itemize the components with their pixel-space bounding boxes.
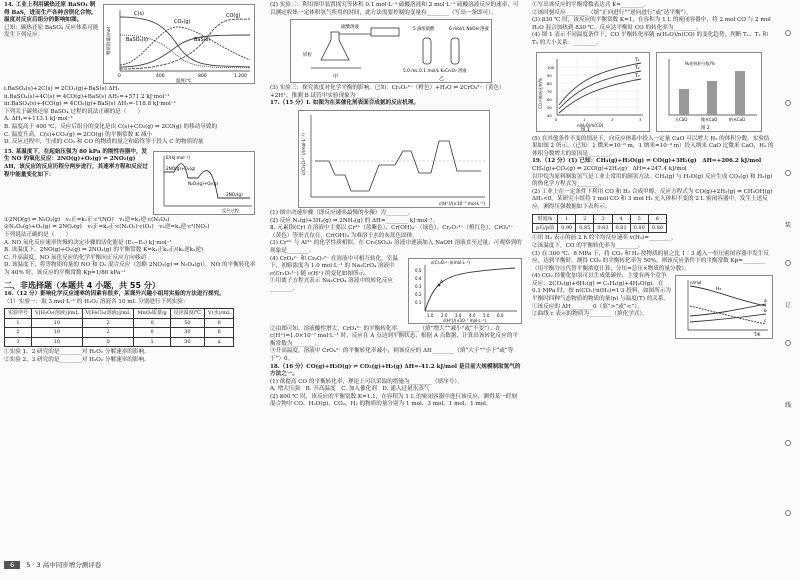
page-footer — [4, 560, 101, 569]
x-axis-label: 反应过程 — [222, 207, 239, 213]
level-3: 2NO₂(g) — [226, 191, 243, 197]
conc-curve — [425, 268, 515, 311]
column-left — [4, 2, 260, 364]
binding-hole-icon — [785, 510, 791, 516]
label-c: c — [764, 319, 767, 325]
table-row — [5, 337, 234, 346]
tick: 1.0 — [427, 312, 434, 318]
binding-label: 订 — [785, 302, 792, 309]
q16-part-1: （1）实验一：取 3 mol·L⁻¹ 的 H₂O₂ 溶液各 10 mL 分别进行下列实验： — [4, 298, 189, 305]
binding-label: 线 — [785, 402, 792, 409]
label-acid: 硫酸溶液 — [341, 25, 359, 31]
q15-option-a: A. NO 氧化反应速率快慢的决定步骤的活化能是 (E₅−E₃) kJ·mol⁻¹ — [4, 239, 172, 246]
binding-hole-icon — [785, 100, 791, 106]
series-title: 5 · 3 高中同步增分测评卷 — [26, 561, 102, 569]
binding-label: 装 — [785, 222, 792, 229]
q19-2: (2) 工业上在一定条件下利用 CO 和 H₂ 合成甲醇，反应方程式为 CO(g)+2H₂(g) ⇌ CH₃OH(g) ΔH₁<0。某研究小组将 1 mol CO 和 3 mol H₂ 充入体积不变的 2 L 密闭容器中，发生上述反应，测得压强数据如下表所示。 — [532, 188, 773, 210]
q15-option-c: C. 升高温度，NO 氧化反应的化学平衡向正反应方向移动 — [4, 254, 146, 261]
label-zinc: 锌粒 — [303, 53, 312, 59]
q17-conc-chart — [408, 258, 522, 324]
q15-option-d: D. 该温度下，将等物质的量的 NO 和 O₂ 混合反应（忽略 2NO₂(g) ⇌ N₂O₄(g)），NO 的平衡转化率为 40% 时，该反应的平衡常数 Kp=1/80 kPa⁻¹ — [4, 262, 256, 276]
label-yi: 乙 — [439, 76, 445, 83]
table-cell: 10 — [32, 318, 83, 327]
tick: 5.0 — [483, 312, 490, 318]
q18-5: (3) 830 ℃ 时，该反应的平衡常数 K=1，在容积为 1 L 的密闭容器中，将 2 mol CO 与 2 mol H₂O 混合加热到 830 ℃。反应达平衡时 CO 的转化率为________。 — [532, 17, 771, 31]
table-header: V[FeCl₃(溶液)]/mL — [82, 309, 134, 318]
q14-title: 14. 工业上利用碳热还原 BaSO₄ 制得 BaS，进而生产各种含钡化合物。温度对反应后组分的影响如图。 — [4, 2, 97, 24]
label-naoh: 6 mol/L NaOH 溶液 — [449, 27, 489, 33]
q16-title: 16.（12 分）影响化学反应速率的因素有很多，某课外兴趣小组用实验的方法进行探究。 — [4, 291, 225, 298]
q18-3: ①写出该反应的平衡常数表达式 K=________。 — [532, 2, 649, 8]
q18-4: ②该时刻反应________（填“正向进行”“逆向进行”或“达平衡”）。 — [532, 9, 692, 16]
table-cell: 0.85 — [576, 223, 594, 232]
table-row-label: p后/p前 — [533, 223, 558, 232]
table-header: 6 — [648, 214, 666, 223]
page-number: 6 — [4, 561, 20, 569]
tick: 80 — [547, 80, 552, 86]
table-cell: 0 — [134, 318, 170, 327]
y-axis-label: c(Cr₂O₇²⁻)/(mol·L⁻¹) — [431, 259, 470, 265]
label-jia: 甲 — [333, 74, 339, 81]
bar-no-cao — [679, 89, 689, 115]
table-header: 反应温度/℃ — [170, 309, 204, 318]
table-header: MnO₂质量/g — [134, 309, 170, 318]
q19-7: ①该反应的 ΔH________0（填“>”或“<”）。 — [532, 303, 643, 310]
curve-t1 — [559, 63, 641, 105]
table-header: 2 — [576, 214, 594, 223]
table-row — [533, 223, 667, 232]
x-axis-label: c(H⁺)/(×10⁻⁷ mol·L⁻¹) — [439, 201, 486, 207]
figure-1 — [536, 52, 650, 132]
curve-co2 — [120, 27, 250, 65]
tick: 0.1 — [415, 299, 422, 305]
table-cell: a — [205, 337, 234, 346]
label-co2: CO₂(g) — [174, 19, 191, 25]
category-label: 无CaO — [675, 116, 688, 122]
table-cell: 8 — [205, 328, 234, 337]
table-header: 实验序号 — [5, 309, 32, 318]
bar-nano-cao — [735, 71, 745, 115]
q15-chart — [153, 151, 255, 215]
table-header: 时间/h — [533, 214, 558, 223]
bar-micro-cao — [707, 81, 717, 115]
q15-step-1: ①2NO(g) ⇌ N₂O₂(g) v₁正=k₁正·c²(NO) v₁逆=k₁逆·c(N₂O₂) — [4, 216, 170, 223]
tick: 3 — [639, 116, 642, 122]
q14-option-b: B. 温度高于 400 ℃，反应后组分的变化是由 C(s)+CO₂(g) ⇌ 2CO(g) 的移动导致的 — [4, 123, 218, 130]
y-axis-label: c(Cr₂O₇²⁻)/(mol·L⁻¹) — [302, 133, 307, 175]
tick: 800 — [198, 74, 207, 79]
syringe-icon — [371, 28, 399, 36]
tick: 40 — [547, 112, 552, 118]
q16-a: ①实验 1、2 研究的是________对 H₂O₂ 分解速率的影响。 — [4, 348, 150, 355]
q19-title: 19.（12 分）(1) 已知：CH₄(g)+H₂O(g) ⇌ CO(g)+3H₂(g) ΔH=+206.2 kJ/mol — [532, 158, 762, 165]
curve-t3 — [559, 79, 641, 113]
table-cell: 10 — [32, 337, 83, 346]
apparatus-figure — [290, 19, 492, 83]
figure-caption: 图 1 — [581, 127, 590, 131]
q17-2: (2) 反应 N₂(g)+3H₂(g) ⇌ 2NH₃(g) 的 ΔH=________ kJ·mol⁻¹。 — [270, 217, 439, 224]
tick: 1 200 — [234, 74, 247, 79]
table-cell: 1 — [5, 318, 32, 327]
q17-4: (3) Cr³⁺ 与 Al³⁺ 的化学性质相似，在 Cr₂(SO₄)₃ 溶液中逐滴加入 NaOH 溶液直至过量，可观察到的现象是________。 — [270, 240, 522, 254]
tick: 0.5 — [415, 267, 422, 273]
x-axis-label: 温度/℃ — [176, 79, 192, 83]
test-tube-b-icon — [451, 38, 459, 64]
q19-table — [532, 214, 667, 234]
label-co: CO(g) — [226, 13, 241, 19]
q16-table — [4, 308, 234, 347]
binding-hole-icon — [785, 30, 791, 36]
q19-1: 以甲烷为原料制取氢气是工业上常用的制氢方法。CH₄(g) 与 H₂O(g) 反应生成 CO₂(g) 和 H₂(g) 的热化学方程式为________。 — [532, 173, 773, 188]
label-b: b — [764, 309, 767, 315]
table-cell: 0.81 — [612, 223, 630, 232]
binding-margin — [774, 0, 800, 580]
table-cell: 0.80 — [630, 223, 648, 232]
q17-1: (1) 图中决速步骤（即反应速率最慢的步骤）为________。 — [270, 209, 414, 216]
tick: 4.0 — [469, 312, 476, 318]
q14-option-d: D. 反应过程中，生成的 CO₂ 和 CO 的物质的量之和始终等于投入 C 的物质的量 — [4, 139, 204, 146]
y-axis-label: E/(kJ·mol⁻¹) — [166, 154, 191, 160]
category-label: 纳米CaO — [729, 116, 746, 122]
q17-8: ③升高温度，溶液中 CrO₄²⁻ 的平衡转化率减小，则该反应的 ΔH________（填“大于”“小于”或“等于”）0。 — [270, 348, 514, 362]
level-1: 2NO(g)+O₂(g) — [166, 165, 196, 171]
q14-chart — [103, 4, 255, 84]
table-cell: 2 — [5, 328, 32, 337]
tick: 0.3 — [415, 283, 422, 289]
q15-option-b: B. 该温度下，2NO(g)+O₂(g) ⇌ 2NO₂(g) 的平衡常数 K=k₁正k₂正/(k₁逆k₂逆) — [4, 247, 204, 254]
q14-r1: ⅰ.BaSO₄(s)+2C(s) ⇌ 2CO₂(g)+BaS(s) ΔH₁ — [4, 86, 120, 92]
curve-co — [120, 19, 250, 69]
label-t3: T₃ — [635, 73, 640, 79]
q17-7: ②由图可知，溶液酸性增大，CrO₄²⁻ 的平衡转化率________（填“增大”“减小”或“不变”）。在 c(H⁺)=1.0×10⁻⁷ mol·L⁻¹ 时，反应在 A 点达到平衡状态，根据 A 点数据，计算出该转化反应的平衡常数为________。 — [270, 325, 519, 347]
label-conc-acid: 5 滴浓硫酸 — [413, 27, 435, 33]
q15-title: 15. 某温度下，在起始压强为 80 kPa 的刚性容器中，发生 NO 的氧化反应：2NO(g)+O₂(g) ⇌ 2NO₂(g) ΔH，该反应的反应历程分两步进行，其速率方程和反应过程中能量变化如下： — [4, 148, 148, 178]
q19-3: ①用 H₂ 表示的前 2 h 的平均反应速率 v(H₂)=________。 — [532, 235, 677, 242]
tick: 70 — [547, 88, 552, 94]
q14-ask: 下列关于碳热还原 BaSO₄ 过程的说法正确的是（ ） — [4, 108, 144, 115]
table-row — [5, 328, 234, 337]
q16-c: (2) 实验二：利用图甲装置探究等体积 0.1 mol·L⁻¹ 硫酸溶液和 2 mol·L⁻¹ 硫酸溶液反应的速率，可以测定收集一定体积氢气所用的时间，此方法需要控制的变量有________（写出一条即可）。 — [270, 2, 519, 16]
label-k2cr2o7: 5.0 mL 0.1 mol/L K₂Cr₂O₇ 溶液 — [403, 69, 467, 75]
tick: 2 — [611, 116, 614, 122]
table-cell: 30 — [170, 328, 204, 337]
category-label: 微米CaO — [701, 116, 718, 122]
curve-a — [690, 304, 766, 316]
table-cell: 0.80 — [648, 223, 666, 232]
q14-r3: ⅲ.BaSO₄(s)+4CO(g) ⇌ 4CO₂(g)+BaS(s) ΔH₃=-118.8 kJ·mol⁻¹ — [4, 101, 176, 108]
table-header: 4 — [612, 214, 630, 223]
q19-r2: CH₄(g)+CO₂(g) ⇌ 2CO(g)+2H₂(g) ΔH=+247.4 kJ/mol — [532, 165, 687, 172]
label-t2: T₂ — [635, 65, 640, 71]
q18-options: A. 增大压强 B. 升高温度 C. 加入催化剂 D. 通入过量水蒸气 — [270, 386, 430, 393]
table-cell: 2 — [82, 328, 134, 337]
tick: 0.4 — [415, 275, 422, 281]
table-cell: 50 — [170, 318, 204, 327]
q14-known: 已知：碳热还原 BaSO₄ 反应体系可能发生下列反应： — [4, 24, 99, 39]
q17-3: Ⅱ. 元素铬(Cr) 在溶液中主要以 Cr³⁺（蓝紫色）、Cr(OH)₄⁻（绿色）、Cr₂O₇²⁻（橙红色）、CrO₄²⁻（黄色）等形式存在，Cr(OH)₃ 为难溶于水的灰蓝色固体。 — [270, 225, 514, 239]
table-cell: 0 — [134, 328, 170, 337]
x-axis-label: c(H⁺)/(×10⁻⁷ mol·L⁻¹) — [443, 317, 487, 323]
q19-6: (4) CO₂ 经催化加氢可以生成低碳烃，主要有两个竞争反应：2CO₂(g)+6H₂(g) ⇌ C₂H₄(g)+4H₂O(g)。在 0.1 MPa 时，按 n(CO₂)∶n(H₂)=1∶3 投料，如图所示为平衡时四种气态物质的物质的量(n) 与温度(T) 的关系。 — [532, 273, 671, 303]
tick: 50 — [547, 104, 552, 110]
x-axis-label: n(H₂O)/n(CO) — [577, 122, 604, 128]
table-cell: 30 — [170, 337, 204, 346]
y-axis-label: CO平衡转化率/% — [538, 77, 543, 109]
tick: 60 — [547, 96, 552, 102]
q16-b: ②实验 2、3 研究的是________对 H₂O₂ 分解速率的影响。 — [4, 356, 150, 363]
table-cell: 0 — [82, 337, 134, 346]
table-header: 5 — [630, 214, 648, 223]
table-header: 1 — [558, 214, 576, 223]
tick: 0 — [118, 74, 121, 79]
table-row — [5, 318, 234, 327]
tick: 1 — [583, 116, 586, 122]
label-bas: BaS(s) — [194, 37, 211, 43]
q18-1: (1) 欲提高 CO 的平衡转化率，理论上可以采取的措施为________（填序号）。 — [270, 378, 463, 385]
test-tube-a-icon — [423, 38, 431, 64]
q17-6: ①用离子方程式表示 Na₂CrO₄ 溶液中的转化反应________。 — [270, 278, 393, 292]
figure-caption: 图 2 — [701, 125, 710, 131]
table-header: 3 — [594, 214, 612, 223]
q18-7: (5) 在其他条件不变的情况下，向反应体系中投入一定量 CaO 可以增大 H₂ 的体积分数，实验结果如图 2 所示。（已知：1 微米=10⁻⁶ m，1 纳米=10⁻⁹ m）投入纳米 CaO 比微米 CaO，H₂ 的体积分数增大的原因是________。 — [532, 135, 774, 157]
y-axis-label: 物质的量/mol — [107, 27, 112, 55]
table-cell: 2 — [82, 318, 134, 327]
tick: 400 — [156, 74, 165, 79]
table-header-row — [5, 309, 234, 318]
q17-5: (4) CrO₄²⁻ 和 Cr₂O₇²⁻ 在溶液中可相互转化。室温下，初始浓度为 1.0 mol·L⁻¹ 的 Na₂CrO₄ 溶液中 c(Cr₂O₇²⁻) 随 c(H⁺) 的变化如图所示。 — [270, 255, 398, 277]
binding-hole-icon — [785, 260, 791, 266]
table-header: V(水)/mL — [205, 309, 234, 318]
label-t1: T₁ — [635, 57, 640, 63]
tick: 100 — [547, 64, 555, 70]
table-cell: 0.83 — [594, 223, 612, 232]
q17-energy-chart — [298, 110, 490, 208]
q16-d: (3) 实验三：探究浓度对化学平衡的影响。已知：Cr₂O₇²⁻（橙色）+H₂O ⇌ 2CrO₄²⁻（黄色）+2H⁺，推测 B 试管中实验现象为________。 — [270, 85, 505, 99]
level-2: N₂O₂(g)+O₂(g) — [188, 180, 219, 186]
column-middle — [270, 2, 522, 409]
table-cell: 10 — [32, 328, 83, 337]
label-c: C(s) — [134, 11, 144, 17]
section-2-heading: 二、非选择题（本题共 4 小题，共 55 分） — [4, 280, 160, 290]
binding-hole-icon — [785, 340, 791, 346]
figure-2 — [656, 52, 762, 132]
q18-title: 18.（16 分）CO(g)+H₂O(g) ⇌ CO₂(g)+H₂(g) ΔH=-41.2 kJ/mol 是目前大规模制取氢气的方法之一。 — [270, 363, 521, 378]
q15-ask: 下列说法正确的是（ ） — [4, 231, 72, 238]
binding-hole-icon — [785, 440, 791, 446]
table-cell: 3 — [5, 337, 32, 346]
q19-4: ②该温度下，CO 的平衡转化率为________。 — [532, 242, 644, 249]
table-cell: 1 — [134, 337, 170, 346]
q19-8: ②曲线 c 表示的物质为________（填化学式）。 — [532, 311, 648, 318]
binding-hole-icon — [785, 170, 791, 176]
q17-title: 17.（15 分）Ⅰ. 如图为在某催化剂表面合成氨的反应机理。 — [270, 100, 420, 107]
flask-icon — [321, 32, 349, 60]
tick: 90 — [547, 72, 552, 78]
q19-5: (3) 在 300 ℃、8 MPa 下，将 CO₂ 和 H₂ 按物质的量之比 1∶3 通入一恒压密闭容器中发生反应，达到平衡时，测得 CO₂ 的平衡转化率为 50%，则该反应条件下的平衡常数 Kp=________（用平衡分压代替平衡浓度计算，分压=总压×物质的量分数）。 — [532, 250, 769, 272]
y-axis-label: n/mol — [690, 280, 702, 286]
figure-3 — [675, 275, 773, 339]
point-a-label: A — [440, 279, 444, 285]
q18-2: (2) 800 ℃ 时，该反应的平衡常数 K=1.1，在容积为 1 L 的密闭容器中进行该反应，测得某一时刻混合物中 CO、H₂O(g)、CO₂、H₂ 的物质的量分别为 1 mol、3 mol、1 mol、1 mol。 — [270, 393, 517, 408]
y-axis-label: H₂的体积分数/% — [685, 60, 715, 66]
q14-r2: ⅱ.BaSO₄(s)+4C(s) ⇌ 4CO(g)+BaS(s) ΔH₂=+571.2 kJ·mol⁻¹ — [4, 93, 170, 100]
tick: 0 — [555, 116, 558, 122]
q18-6: (4) 图 1 表示不同温度条件下，CO 平衡转化率随 n(H₂O)/n(CO) 的变化趋势，判断 T₁、T₂ 和 T₃ 的大小关系：________。 — [532, 32, 768, 46]
table-header-row — [533, 214, 667, 223]
table-cell: 0.90 — [558, 223, 576, 232]
tick: 2.0 — [441, 312, 448, 318]
q15-step-2: ②N₂O₂(g)+O₂(g) ⇌ 2NO₂(g) v₂正=k₂正·c(N₂O₂)·c(O₂) v₂逆=k₂逆·c²(NO₂) — [4, 224, 210, 231]
column-right — [532, 2, 774, 341]
label-h2: H₂ — [716, 287, 722, 293]
q14-option-c: C. 温度升高，C(s)+CO₂(g) ⇌ 2CO(g) 的平衡常数 K 减小 — [4, 131, 153, 138]
tick: 0.2 — [415, 291, 422, 297]
q14-option-a: A. ΔH₁=+113.1 kJ·mol⁻¹ — [4, 116, 73, 123]
mechanism-path — [315, 141, 481, 191]
curve-h2 — [690, 286, 766, 306]
table-header: V[H₂O₂(溶液)]/mL — [32, 309, 83, 318]
tick: 3.0 — [455, 312, 462, 318]
tick: 6.0 — [497, 312, 504, 318]
table-cell: 8 — [205, 318, 234, 327]
label-a: a — [764, 299, 767, 305]
label-baso4: BaSO₄(s) — [126, 37, 149, 43]
x-axis-label: T/K — [754, 332, 761, 338]
